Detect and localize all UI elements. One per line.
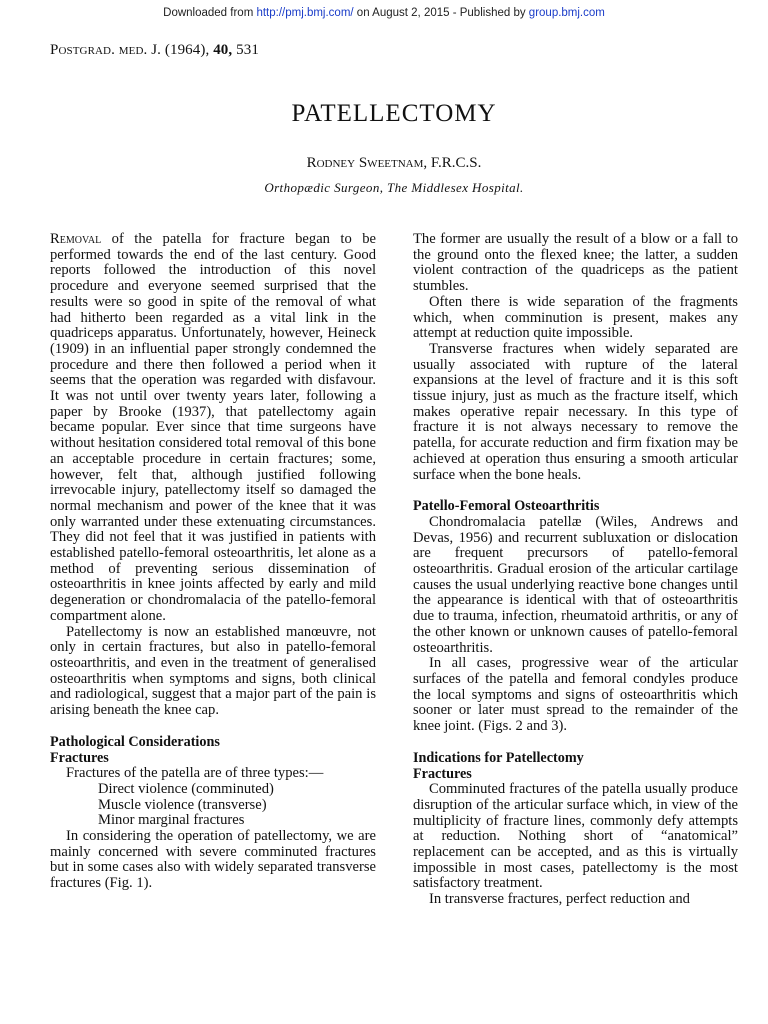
body-paragraph: In considering the operation of patellectomy, we are mainly concerned with severe comminuted fractures but in some cases also with widely separated transverse fractures (Fig. 1). xyxy=(50,828,376,892)
subsection-heading: Fractures xyxy=(413,765,472,782)
article-title: PATELLECTOMY xyxy=(291,100,497,127)
fracture-type-item: Minor marginal fractures xyxy=(98,812,245,829)
fracture-type-item: Muscle violence (transverse) xyxy=(98,796,267,813)
download-banner xyxy=(0,7,768,19)
body-paragraph: Comminuted fractures of the patella usually produce disruption of the articular surface which, in view of the multiplicity of fracture lines, commonly defy attempts at reduction. Nothing short of “anatomical” replacement can be accepted, and as this is virtually impossible in most cases, patellectomy is the most satisfactory treatment. xyxy=(413,781,738,892)
journal-page: 531 xyxy=(236,42,259,58)
group-bmj-link[interactable]: group.bmj.com xyxy=(528,7,605,19)
body-paragraph: Fractures of the patella are of three types:— xyxy=(66,765,324,782)
pmj-link[interactable]: http://pmj.bmj.com/ xyxy=(256,7,354,19)
section-heading: Pathological Considerations xyxy=(50,733,220,750)
subsection-heading: Fractures xyxy=(50,749,109,766)
fracture-type-item: Direct violence (comminuted) xyxy=(98,780,274,797)
left-column xyxy=(50,232,376,892)
body-paragraph: Patellectomy is now an established manœuvre, not only in certain fractures, but also in patello-femoral osteoarthritis, and even in the treatment of generalised osteoarthritis when symptoms and signs, both clinical and radiological, suggest that a major part of the pain is arising beneath the knee cap. xyxy=(50,623,376,719)
download-middle: on August 2, 2015 - Published by xyxy=(353,7,529,19)
body-paragraph: In all cases, progressive wear of the articular surfaces of the patella and femoral condyles produce the local symptoms and signs of osteoarthritis which sooner or later must spread to the remainder of the knee joint. (Figs. 2 and 3). xyxy=(413,655,738,735)
journal-citation xyxy=(50,42,259,59)
author-name: Rodney Sweetnam, xyxy=(306,155,428,171)
body-paragraph: The former are usually the result of a blow or a fall to the ground onto the flexed knee; the latter, a sudden violent contraction of the quadriceps as the patient stumbles. xyxy=(413,231,738,295)
journal-year: (1964), xyxy=(164,42,210,58)
author-affiliation: Orthopædic Surgeon, The Middlesex Hospital. xyxy=(264,180,524,195)
intro-paragraph xyxy=(50,232,376,625)
journal-name: Postgrad. med. J. xyxy=(50,42,162,58)
body-paragraph: Transverse fractures when widely separated are usually associated with rupture of the lateral expansions at the level of fracture and it is this soft tissue injury, just as much as the fracture itself, which makes operative repair necessary. In this type of fracture it is not always necessary to remove the patella, for accurate reduction and firm fixation may be achieved at operation thus ensuring a smooth articular surface when the bone heals. xyxy=(413,340,738,483)
download-prefix: Downloaded from xyxy=(163,7,257,19)
intro-lead-word: Removal xyxy=(50,231,102,247)
section-heading: Patello-Femoral Osteoarthritis xyxy=(413,498,600,515)
body-paragraph: In transverse fractures, perfect reduction and xyxy=(429,891,690,908)
body-paragraph: Often there is wide separation of the fragments which, when comminution is present, makes any attempt at reduction quite impossible. xyxy=(413,293,738,342)
section-heading: Indications for Patellectomy xyxy=(413,749,584,766)
body-paragraph: Chondromalacia patellæ (Wiles, Andrews and Devas, 1956) and recurrent subluxation or dislocation are frequent precursors of patello-femoral osteoarthritis. Gradual erosion of the articular cartilage causes the usual underlying reactive bone changes until the appearance is identical with that of osteoarthritis due to trauma, infection, rheumatoid arthritis, or any of the other known or unknown causes of patello-femoral osteoarthritis. xyxy=(413,513,738,656)
intro-text: of the patella for fracture began to be performed towards the end of the last century. Good reports followed the introduction of this novel procedure and everyone seemed surprised that the results were so good in spite of the removal of what had hitherto been regarded as a vital link in the quadriceps apparatus. Unfortunately, however, Heineck (1909) in an influential paper strongly condemned the procedure and there then followed a period when it seems that the operation was regarded with disfavour. It was not until over twenty years later, following a paper by Brooke (1937), that patellectomy again became popular. Ever since that time surgeons have without hesitation considered total removal of this bone an acceptable procedure in certain fractures; some, however, felt that, although justified following irrevocable injury, patellectomy itself so damaged the normal mechanism and power of the knee that it was only warranted under these extenuating circumstances. They did not feel that it was justified in patients with established patello-femoral osteoarthritis, let alone as a method of preventing serious dissemination of osteoarthritis in knee joints affected by early and mild degeneration or chondromalacia of the patello-femoral compartment alone. xyxy=(50,231,376,624)
right-column xyxy=(413,232,738,908)
article-author xyxy=(0,155,768,172)
author-degree: F.R.C.S. xyxy=(430,155,482,171)
journal-volume: 40, xyxy=(213,42,233,58)
